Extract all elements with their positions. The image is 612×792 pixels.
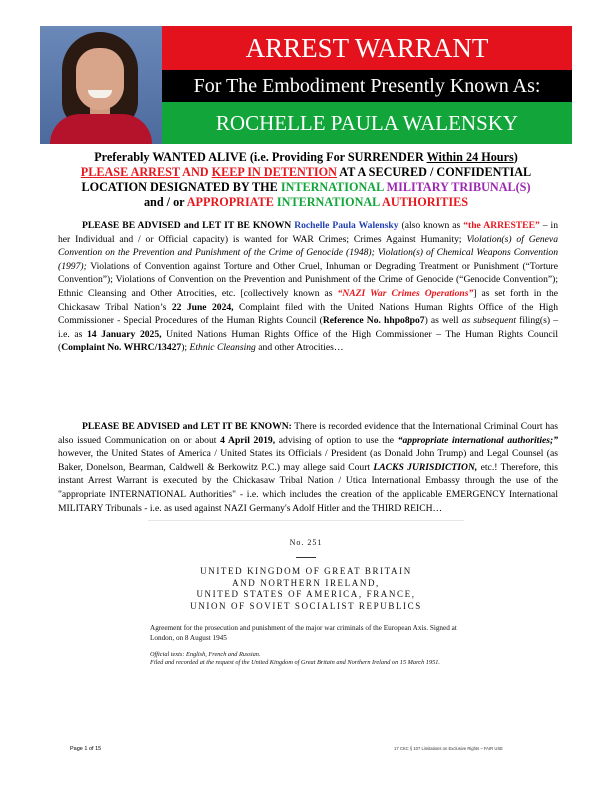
treaty-parties-line-1: UNITED KINGDOM OF GREAT BRITAIN — [200, 566, 412, 576]
treaty-parties-line-4: UNION OF SOVIET SOCIALIST REPUBLICS — [190, 600, 422, 611]
treaty-excerpt-image — [150, 538, 462, 667]
warrant-subtitle: For The Embodiment Presently Known As: — [162, 70, 572, 102]
subject-portrait-photo — [40, 26, 162, 144]
treaty-agreement-text: Agreement for the prosecution and punishment of the major war criminals of the European Axis. Signed at London, on 8 August 1945 — [150, 624, 457, 642]
subject-name: ROCHELLE PAULA WALENSKY — [162, 102, 572, 144]
footer-reference: 17 CKC § 107 Limitations on Exclusive Rights – FAIR USE — [394, 746, 503, 751]
warrant-title: ARREST WARRANT — [162, 26, 572, 70]
advisory-paragraph-1: PLEASE BE ADVISED and LET IT BE KNOWN Rochelle Paula Walensky (also known as “the ARRESTEE” – in her Individual and / or Official capacity) is wanted for WAR Crimes; Crimes Against Humanity; Violation(s) of Geneva Convention on the Prevention and Punishment of the Crime of Genocide (1948); Violation(s) of Chemical Weapons Convention (1997); Violations of Convention against Torture and Other Cruel, Inhuman or Degrading Treatment or Punishment (“Torture Convention”); Violations of Convention on the Prevention and Punishment of the Crime of Genocide (“Genocide Convention”); Ethnic Cleansing and Other Atrocities, etc. [collectively known as “NAZI War Crimes Operations”] as set forth in the Chickasaw Tribal Nation’s 22 June 2024, Complaint filed with the United Nations Human Rights Office of the High Commissioner - Special Procedures of the Human Rights Council (Reference No. hhpo8po7) as well as subsequent filing(s) – i.e. as 14 January 2025, United Nations Human Rights Office of the High Commissioner – The Human Rights Council (Complaint No. WHRC/13427); Ethnic Cleansing and other Atrocities… — [58, 220, 559, 354]
treaty-official-texts: Official texts: English, French and Russian. — [150, 651, 261, 658]
advisory-paragraph-2: PLEASE BE ADVISED and LET IT BE KNOWN: There is recorded evidence that the International Criminal Court has also issued Communication on or about 4 April 2019, advising of option to use the “appropriate international authorities;” however, the United States of America / United States its Officials / President (as Donald John Trump) and Legal Counsel (as Baker, Donelson, Bearman, Caldwell & Berkowitz P.C.) may allege said Court LACKS JURISDICTION, etc.! Therefore, this instant Arrest Warrant is executed by the Chickasaw Tribal Nation / Utica International Embassy through the use of the "appropriate INTERNATIONAL Authorities" - i.e. which includes the creation of the applicable EMERGENCY International MILITARY Tribunals - i.e. as used against NAZI Germany's Adolf Hitler and the THIRD REICH… — [58, 421, 559, 514]
page-number: Page 1 of 15 — [70, 746, 102, 752]
heading-line-3: LOCATION DESIGNATED BY THE INTERNATIONAL MILITARY TRIBUNAL(S) — [81, 180, 531, 194]
treaty-filed-note: Filed and recorded at the request of the United Kingdom of Great Britain and Northern Ireland on 15 March 1951. — [150, 659, 440, 667]
warrant-banner — [40, 26, 572, 144]
treaty-number: No. 251 — [289, 538, 323, 547]
treaty-parties-line-3: UNITED STATES OF AMERICA, FRANCE, — [196, 589, 416, 599]
wanted-heading — [40, 150, 572, 210]
treaty-rule — [296, 557, 316, 558]
heading-line-2: PLEASE ARREST AND KEEP IN DETENTION AT A SECURED / CONFIDENTIAL — [80, 165, 532, 179]
heading-line-4: and / or APPROPRIATE INTERNATIONAL AUTHORITIES — [143, 195, 469, 209]
divider — [148, 520, 464, 521]
treaty-parties-line-2: AND NORTHERN IRELAND, — [232, 577, 380, 588]
heading-line-1: Preferably WANTED ALIVE (i.e. Providing For SURRENDER Within 24 Hours) — [94, 150, 518, 164]
